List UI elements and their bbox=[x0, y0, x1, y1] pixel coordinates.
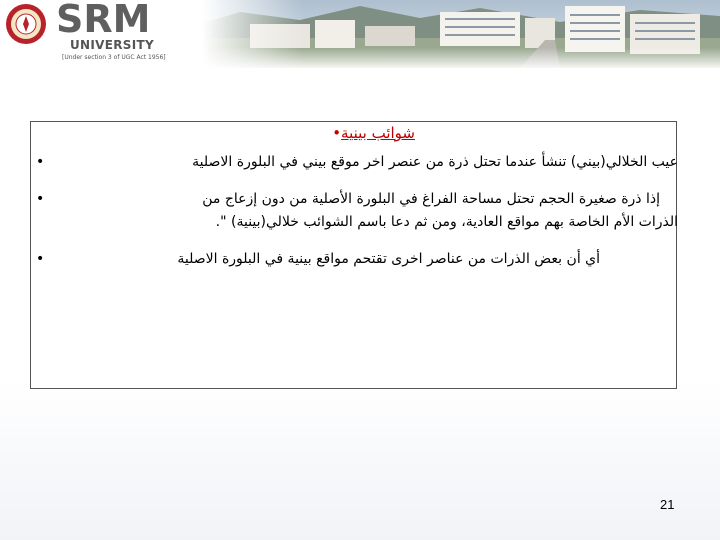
bullet-marker: • bbox=[36, 154, 45, 170]
bullet-marker: • bbox=[36, 251, 45, 267]
heading-bullet: • bbox=[332, 124, 342, 142]
page-number: 21 bbox=[660, 497, 675, 512]
logo-wordmark: SRM bbox=[56, 0, 151, 41]
university-emblem-icon bbox=[4, 2, 48, 46]
logo-note: [Under section 3 of UGC Act 1956] bbox=[62, 54, 166, 61]
slide-heading bbox=[322, 124, 415, 142]
bullet-3-line-1: أي أن بعض الذرات من عناصر اخرى تقتحم مواقع بينية في البلورة الاصلية bbox=[177, 251, 600, 267]
bullet-marker: • bbox=[36, 191, 45, 207]
bullet-2-line-1: إذا ذرة صغيرة الحجم تحتل مساحة الفراغ في البلورة الأصلية من دون إزعاج من bbox=[202, 191, 660, 207]
campus-banner bbox=[0, 0, 720, 68]
bullet-1-line-1: عيب الخلالي(بيني) تنشأ عندما تحتل ذرة من عنصر اخر موقع بيني في البلورة الاصلية bbox=[192, 154, 678, 170]
heading-text: شوائب بينية bbox=[341, 124, 415, 142]
logo-subtitle: UNIVERSITY bbox=[70, 38, 154, 52]
bullet-2-line-2: الذرات الأم الخاصة بهم مواقع العادية، ومن ثم دعا باسم الشوائب خلالي(بينية) ". bbox=[215, 214, 678, 230]
